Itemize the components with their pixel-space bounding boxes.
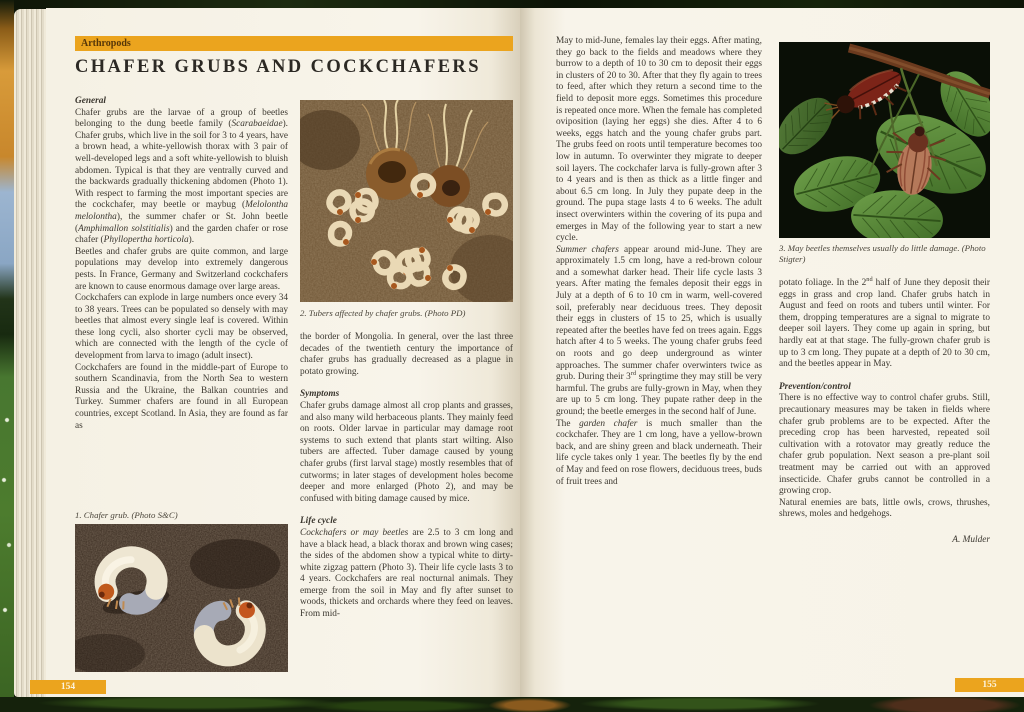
paragraph: Chafer grubs damage almost all crop plants and grasses, and also many wild herbaceous plants. They mainly feed on roots. Older larvae in particular may damage root systems to such extend that plants start wilting. Also tubers are affected. Tuber damage caused by young chafer grubs (first larval stage) mostly resembles that of cutworms; in later stages of development holes become deeper and more enlarged (Photo 2), and may be confused with biting damage caused by mice. bbox=[300, 400, 513, 504]
photo1-caption: 1. Chafer grub. (Photo S&C) bbox=[75, 510, 178, 520]
section-tab bbox=[75, 36, 513, 51]
page-number-right: 155 bbox=[955, 678, 1024, 692]
paragraph: The garden chafer is much smaller than the cockchafer. They are 1 cm long, have a yellow-brown back, and are shiny green and black underneath. Their life cycle takes only 1 year. The beetles fly by the end of May and feed on rose flowers, deciduous trees, buds of fruit trees and bbox=[556, 418, 762, 487]
paragraph: May to mid-June, females lay their eggs. After mating, they go back to the fields and meadows where they burrow to a depth of 10 to 30 cm to deposit their eggs in clusters of 20 to 30. After that they fly again to trees to feed, after which they return a second time to the field to deposit more eggs. Sometimes this procedure is repeated once more. When the female has completed oviposition (laying her eggs) she dies. After 4 to 6 weeks, eggs hatch and the young chafer grubs part. The grubs feed on roots until temperature becomes too low in autumn. To overwinter they migrate to deeper soil layers. The cockchafer larva is fully-grown after 3 to 4 years and is then as thick as a little finger and about 6.5 cm long. In July they pupate deep in the ground. The pupa stage lasts 4 to 6 weeks. The adult insect overwinters within the covering of its pupa and emerges in May of the following year to start a new cycle. bbox=[556, 36, 762, 244]
page-number-left: 154 bbox=[30, 680, 106, 694]
paragraph: Cockchafers can explode in large numbers once every 34 to 38 years. Trees can be populated so densely with may beetles that almost every single leaf is covered. Within these long cycli, also shorter cycli may be observed, which are connected with the length of the cycle of development from larva to imago (adult insect). bbox=[75, 293, 288, 362]
paragraph: There is no effective way to control chafer grubs. Still, precautionary measures may be taken in fields where chafer grub problems are to be expected. After the preceding crop has been harvested, repeated soil cultivation with a rotovator may greatly reduce the chafer grub population. Next season a pre-plant soil treatment may be carried out with an approved insecticide. Chafer grubs cannot be controlled in a growing crop. bbox=[779, 393, 990, 497]
author-byline: A. Mulder bbox=[952, 534, 990, 545]
paragraph: the border of Mongolia. In general, over the last three decades of the twentieth century the importance of chafer grubs has gradually decreased as a plague in potato growing. bbox=[300, 332, 513, 377]
photo-may-beetles-on-leaves bbox=[779, 42, 990, 238]
page-title: CHAFER GRUBS AND COCKCHAFERS bbox=[75, 57, 481, 77]
photo3-caption: 3. May beetles themselves usually do little damage. (Photo Stigter) bbox=[779, 243, 986, 264]
background-meadow-strip bbox=[0, 0, 14, 712]
paragraph: Cockchafers or may beetles are 2.5 to 3 cm long and have a black head, a black thorax and brown wing cases; the sides of the abdomen show a typical white to dirty-white zigzag pattern (Photo 3). Their life cycle lasts 3 to 4 years. Cockchafers are real nocturnal animals. They emerge from the soil in May and fly after sunset to woods, thickets and orchards where they feed on leaves. From mid- bbox=[300, 527, 513, 620]
text-column-3 bbox=[556, 36, 762, 488]
paragraph: Cockchafers are found in the middle-part of Europe to southern Scandinavia, from the North Sea to western Russia and the Ukraine, the Balkan countries and Turkey. Summer chafers are found in all European countries, except Scotland. In Asia, they are found as far as bbox=[75, 362, 288, 431]
paragraph: Beetles and chafer grubs are quite common, and large populations may develop into extremely dangerous pests. In France, Germany and Switzerland cockchafers are known to cause enormous damage over large areas. bbox=[75, 246, 288, 292]
section-heading: Symptoms bbox=[300, 389, 340, 400]
paragraph: potato foliage. In the 2nd half of June they deposit their eggs in grass and crop land. Chafer grubs hatch in August and feed on roots and tubers until winter. For them, dropping temperatures are a signal to migrate to deeper soil layers. They come up again in spring, but hardly eat at that stage. The fully-grown chafer grub is up to 3 cm long. They pupate at a depth of 20 to 30 cm, and the beetles appear in May. bbox=[779, 275, 990, 370]
photo-tubers-affected-by-grubs bbox=[300, 100, 513, 302]
photo-chafer-grubs-in-soil bbox=[75, 524, 288, 672]
paragraph: Chafer grubs are the larvae of a group of beetles belonging to the dung beetle family (Scarabaeidae). Chafer grubs, which live in the soil for 3 to 4 years, have a brown head, a white-yellowish thorax with 3 pair of well-developed legs and a soft white-yellowish to bluish abdomen. Typical is that they are ventrally curved and the backwards gradually thickening abdomen (Photo 1). With respect to farming the most important species are the cockchafer, may beetle or maybug (Melolontha melolontha), the summer chafer or St. John beetle (Amphimallon solstitialis) and the garden chafer or rose chafer (Phyllopertha horticola). bbox=[75, 107, 288, 246]
section-heading: General bbox=[75, 96, 106, 106]
paragraph: Summer chafers appear around mid-June. They are approximately 1.5 cm long, have a red-brown colour and a somewhat darker head. Their life cycle lasts 3 years. After mating the females deposit their eggs in July at a depth of 6 to 10 cm in warm, well-covered soil, preferably near deciduous trees. They deposit their eggs in clusters of 15 to 25, which is usually repeated after the beetles have fed on trees again. Eggs hatch after 4 to 5 weeks. The young chafer grubs feed on roots and go deep underground as winter approaches. The summer chafer overwinters twice as grub. During their 3rd springtime they may still be very harmful. The grubs are fully-grown in May, when they are up to 5 cm long. They pupate rather deep in the ground; the beetle emerges in the second half of June. bbox=[556, 244, 762, 417]
book-page-edges bbox=[14, 9, 46, 697]
text-column-1 bbox=[75, 96, 288, 432]
background-top-strip bbox=[0, 0, 1024, 8]
section-tab-label: Arthropods bbox=[81, 38, 131, 49]
background-grass-strip bbox=[0, 697, 1024, 712]
text-column-2 bbox=[300, 332, 513, 621]
text-column-4 bbox=[779, 275, 990, 546]
paragraph: Natural enemies are bats, little owls, crows, thrushes, shrews, moles and hedgehogs. bbox=[779, 497, 990, 520]
section-heading: Prevention/control bbox=[779, 381, 851, 392]
photo2-caption: 2. Tubers affected by chafer grubs. (Photo PD) bbox=[300, 308, 466, 318]
section-heading: Life cycle bbox=[300, 516, 337, 527]
